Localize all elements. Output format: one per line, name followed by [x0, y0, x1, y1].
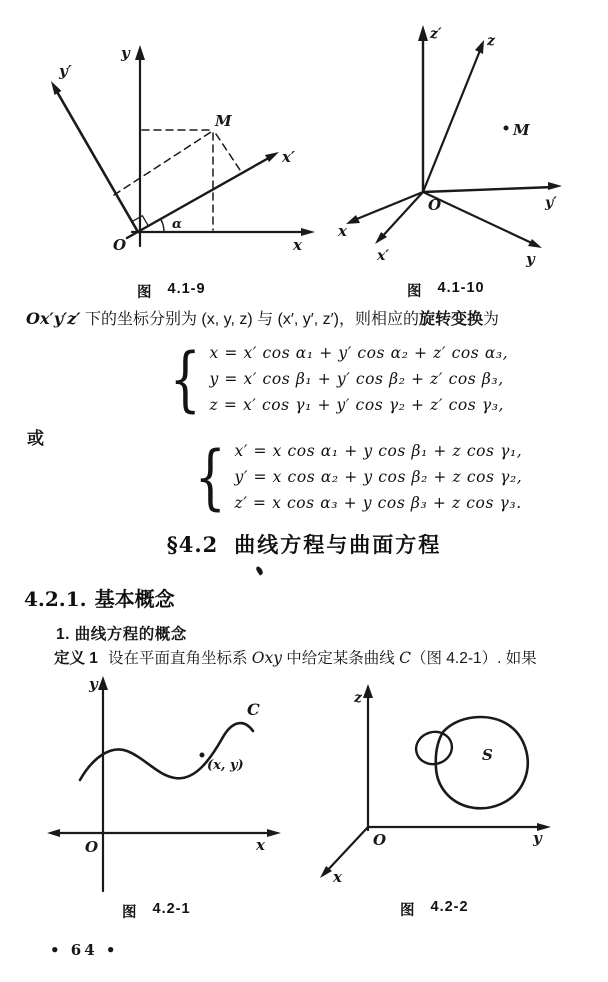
y-prime-axis — [56, 90, 138, 232]
origin-label: O — [85, 838, 99, 856]
z-prime-axis-label: z′ — [430, 26, 442, 42]
point-m-label: M — [215, 112, 232, 130]
page-number: • 64 • — [50, 941, 119, 959]
figure-4-2-1-caption: 图 4.2-1 — [122, 901, 191, 921]
x-axis-label: x — [333, 868, 342, 886]
oxy-frame-math: Oxy — [251, 649, 282, 667]
y-axis-label: y — [121, 44, 130, 62]
x-axis-arrow-icon — [267, 829, 281, 837]
y-prime-arrow-icon — [51, 81, 62, 95]
x-axis-left-arrow-icon — [47, 829, 60, 837]
z-axis-label: z — [354, 690, 362, 706]
figure-4-2-2-caption: 图 4.2-2 — [400, 899, 469, 919]
surface-s-label: S — [482, 746, 493, 764]
z-prime-arrow-icon — [418, 25, 428, 41]
alpha-angle-arc — [161, 219, 164, 232]
section-heading — [0, 529, 608, 559]
figure-4-2-1-plane-curve — [45, 673, 287, 897]
equation-line: x = x′ cos α₁ + y′ cos α₂ + z′ cos α₃, — [209, 344, 509, 362]
point-m-dot — [504, 126, 509, 131]
x-axis-label: x — [256, 836, 265, 854]
subsection-heading — [24, 583, 175, 612]
origin-label: O — [373, 831, 387, 849]
figure-4-2-2-surface — [315, 680, 562, 887]
subsection-number: 4.2.1. — [24, 587, 87, 611]
equation-line: z = x′ cos γ₁ + y′ cos γ₂ + z′ cos γ₃, — [209, 396, 505, 414]
alpha-label: α — [172, 217, 183, 232]
curve-c-math: C — [399, 649, 411, 667]
surface-s-small-loop — [412, 728, 455, 768]
y-prime-axis-label: y′ — [59, 62, 72, 80]
x-prime-axis — [380, 192, 423, 239]
figure-4-1-10-caption: 图 4.1-10 — [407, 280, 485, 300]
y-axis-arrow-icon — [528, 239, 542, 248]
x-prime-axis-label: x′ — [282, 148, 295, 166]
x-axis-arrow-icon — [301, 228, 315, 236]
x-axis-label: x — [338, 222, 347, 240]
z-axis-arrow-icon — [475, 40, 484, 54]
or-connector: 或 — [27, 429, 44, 448]
equation-system-1 — [163, 339, 508, 419]
x-axis-arrow-icon — [346, 215, 360, 224]
x-axis-label: x — [293, 236, 302, 254]
equation-line: y′ = x cos α₂ + y cos β₂ + z cos γ₂, — [234, 468, 523, 486]
origin-label: O — [428, 196, 442, 214]
x-prime-arrow-icon — [265, 152, 279, 162]
point-xy-dot — [200, 753, 205, 758]
ink-speck — [255, 565, 264, 575]
y-axis-arrow-icon — [135, 45, 145, 60]
figure-4-1-9-rotated-2d-axes — [25, 40, 317, 278]
z-axis-arrow-icon — [363, 684, 373, 698]
x-axis — [352, 192, 423, 221]
x-prime-axis — [127, 155, 274, 238]
origin-label: O — [113, 236, 127, 254]
z-axis-label: z — [487, 33, 495, 49]
section-number: §4.2 — [166, 532, 219, 557]
left-brace: { — [194, 436, 226, 518]
equation-system-2 — [188, 437, 522, 517]
figure-4-1-10-rotated-3d-axes — [330, 18, 592, 278]
frame-name-math: Ox′y′z′ — [26, 309, 81, 328]
definition-1-line: 定义 1 设在平面直角坐标系 Oxy 中给定某条曲线 C（图 4.2-1）. 如果 — [54, 649, 537, 667]
equation-line: z′ = x cos α₃ + y cos β₃ + z cos γ₃. — [234, 494, 522, 512]
y-prime-arrow-icon — [548, 182, 562, 190]
left-brace: { — [169, 338, 201, 420]
list-item-curve-equation-concept: 1. 曲线方程的概念 — [56, 626, 187, 643]
definition-term: 定义 1 — [54, 650, 98, 667]
y-prime-axis — [423, 187, 554, 192]
projection-dashed-lines — [114, 130, 240, 230]
point-xy-label: (x, y) — [207, 758, 244, 773]
y-axis-label: y — [526, 250, 535, 268]
z-axis — [423, 48, 481, 192]
rotation-transform-paragraph: Ox′y′z′ 下的坐标分别为 (x, y, z) 与 (x′, y′, z′)，则相应的旋转变换为 — [26, 309, 500, 328]
curve-c-label: C — [247, 700, 260, 719]
section-title: 曲线方程与曲面方程 — [234, 534, 442, 557]
figure-4-1-9-caption: 图 4.1-9 — [137, 281, 206, 301]
point-m-label: M — [513, 121, 530, 139]
x-prime-axis-label: x′ — [377, 248, 390, 264]
x-axis — [325, 827, 368, 873]
y-axis-label: y — [89, 675, 98, 693]
equation-line: x′ = x cos α₁ + y cos β₁ + z cos γ₁, — [234, 442, 523, 460]
y-axis-label: y — [533, 829, 542, 847]
equation-line: y = x′ cos β₁ + y′ cos β₂ + z′ cos β₃, — [209, 370, 504, 388]
y-prime-axis-label: y′ — [545, 195, 557, 211]
subsection-title: 基本概念 — [94, 589, 175, 611]
y-axis-arrow-icon — [98, 676, 108, 690]
